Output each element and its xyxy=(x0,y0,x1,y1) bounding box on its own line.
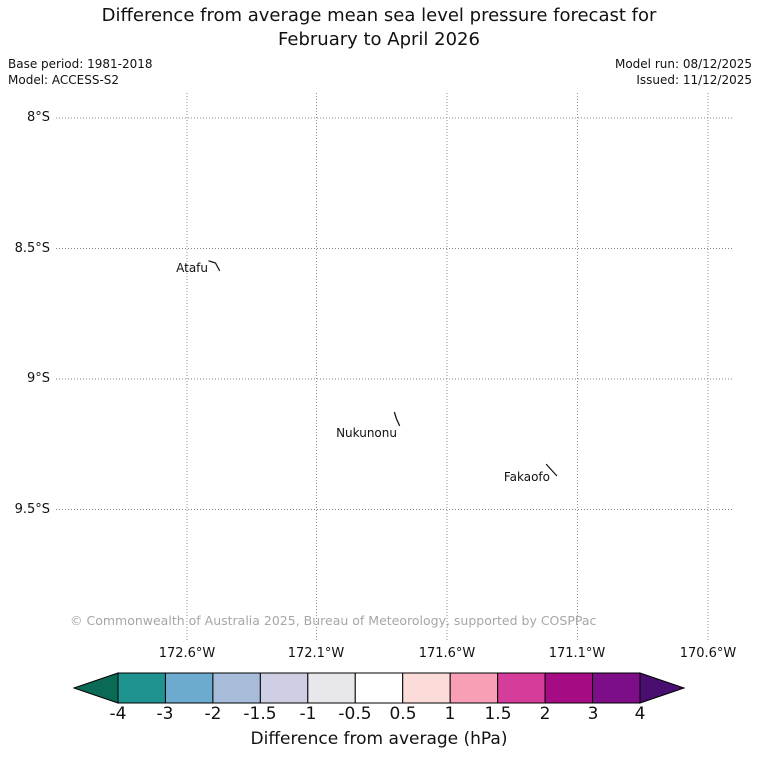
colorbar-tick-pos2: 2 xyxy=(539,704,551,724)
title-line-1: Difference from average mean sea level pressure forecast for xyxy=(101,5,657,26)
lon-label-172-6w: 172.6°W xyxy=(158,646,216,661)
colorbar-tick-neg2: -2 xyxy=(204,704,222,724)
colorbar-segment-5 xyxy=(308,673,355,703)
lon-label-170-6w: 170.6°W xyxy=(679,646,737,661)
lon-label-171-1w: 171.1°W xyxy=(548,646,606,661)
island-label-nukunonu: Nukunonu xyxy=(336,426,397,440)
colorbar-segment-4 xyxy=(260,673,307,703)
colorbar-tick-neg4: -4 xyxy=(109,704,127,724)
colorbar-over-arrow xyxy=(640,673,684,703)
colorbar-tick-pos1-5: 1.5 xyxy=(484,704,512,724)
colorbar-tick-pos4: 4 xyxy=(634,704,646,724)
colorbar-segment-7 xyxy=(403,673,450,703)
island-label-atafu: Atafu xyxy=(176,261,208,275)
lat-label-9s: 9°S xyxy=(26,371,50,386)
model-run-text: Model run: 08/12/2025 xyxy=(614,57,752,71)
colorbar-tick-pos1: 1 xyxy=(444,704,456,724)
issued-text: Issued: 11/12/2025 xyxy=(636,73,752,87)
colorbar-under-arrow xyxy=(74,673,118,703)
colorbar-segment-9 xyxy=(498,673,545,703)
colorbar-tick-neg0-5: -0.5 xyxy=(338,704,372,724)
colorbar-segment-6 xyxy=(355,673,402,703)
island-label-fakaofo: Fakaofo xyxy=(503,470,550,484)
title-line-2: February to April 2026 xyxy=(278,29,480,50)
base-period-text: Base period: 1981-2018 xyxy=(8,57,153,71)
lon-label-172-1w: 172.1°W xyxy=(287,646,345,661)
colorbar-tick-neg1-5: -1.5 xyxy=(243,704,277,724)
colorbar-segment-10 xyxy=(545,673,592,703)
colorbar-segment-1 xyxy=(118,673,165,703)
colorbar-segment-11 xyxy=(593,673,640,703)
colorbar-segment-2 xyxy=(165,673,212,703)
colorbar-tick-neg3: -3 xyxy=(156,704,174,724)
colorbar-axis-label: Difference from average (hPa) xyxy=(250,729,508,749)
colorbar-segment-3 xyxy=(213,673,260,703)
lat-label-8-5s: 8.5°S xyxy=(14,241,50,256)
colorbar-tick-pos0-5: 0.5 xyxy=(389,704,417,724)
colorbar-segment-8 xyxy=(450,673,497,703)
colorbar-tick-pos3: 3 xyxy=(587,704,599,724)
model-text: Model: ACCESS-S2 xyxy=(8,73,120,87)
lat-label-8s: 8°S xyxy=(26,110,50,125)
lon-label-171-6w: 171.6°W xyxy=(418,646,476,661)
copyright-text: © Commonwealth of Australia 2025, Bureau of Meteorology, supported by COSPPac xyxy=(70,613,597,628)
lat-label-9-5s: 9.5°S xyxy=(14,502,50,517)
colorbar-tick-neg1: -1 xyxy=(299,704,317,724)
